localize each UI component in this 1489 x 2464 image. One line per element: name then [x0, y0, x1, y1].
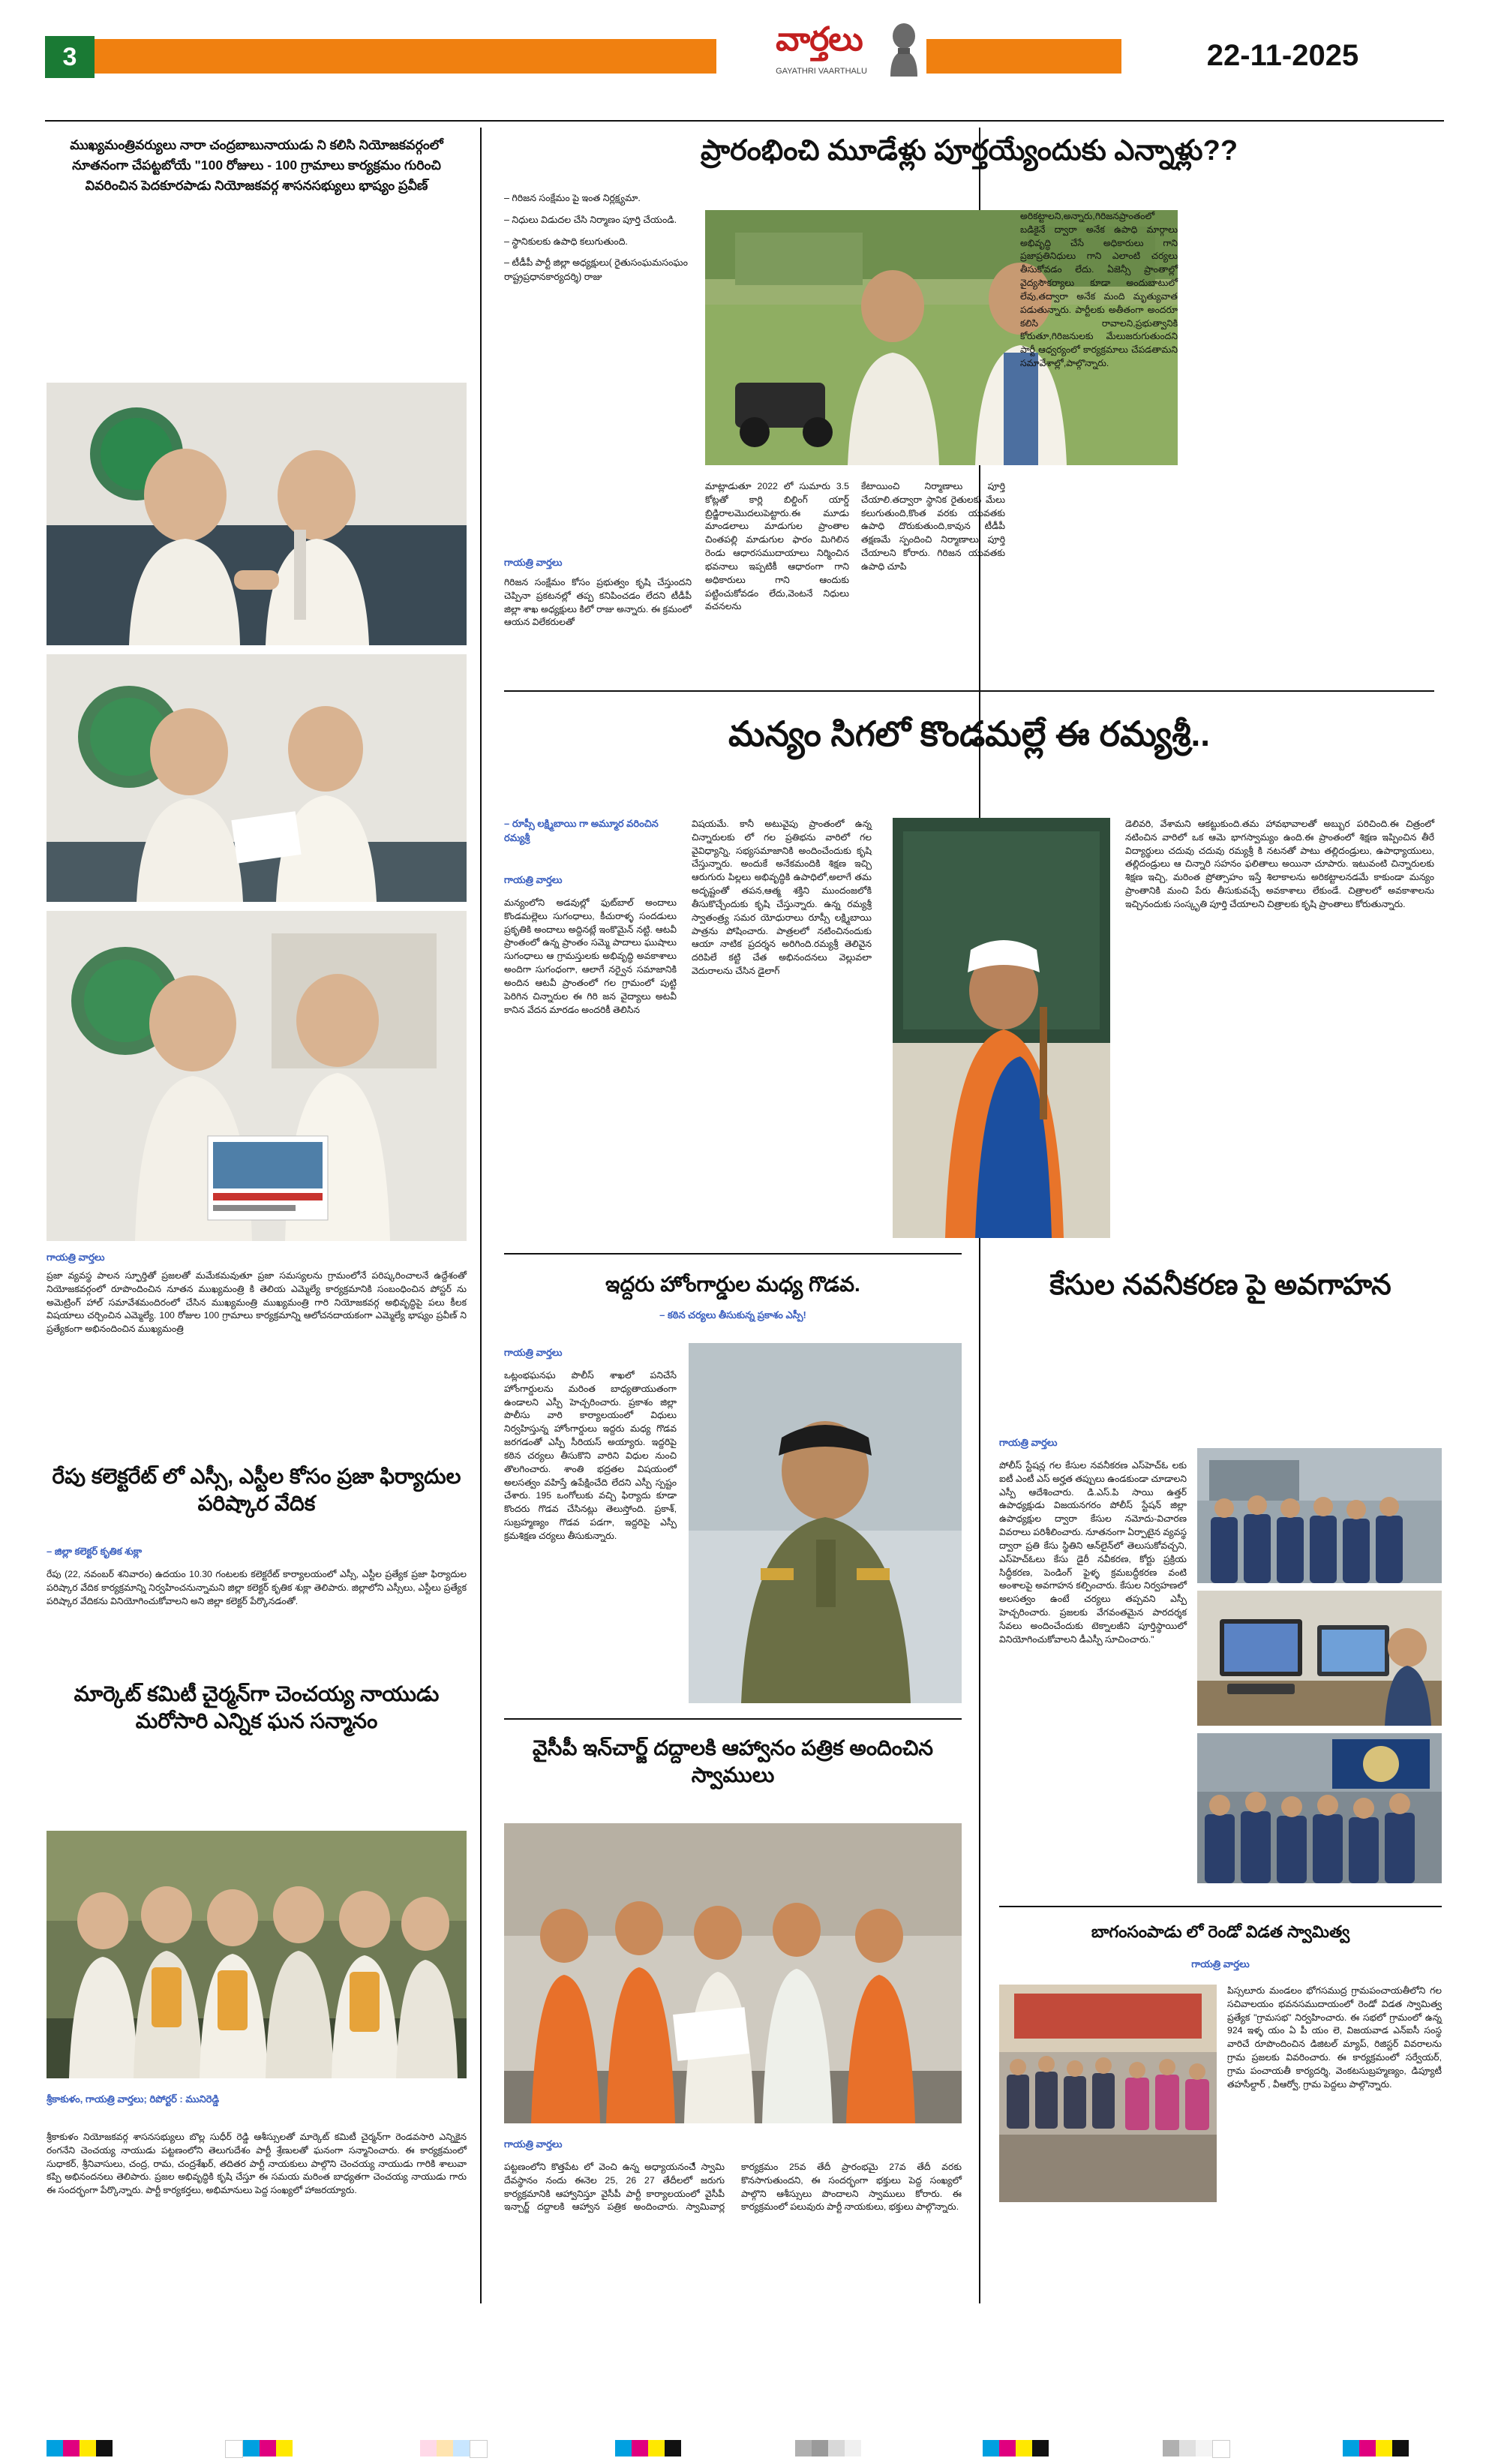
- masthead: [0, 0, 1489, 113]
- issue-date: 22-11-2025: [1121, 33, 1444, 78]
- left-credit-1: [47, 1252, 467, 1266]
- right-story-1-body: పోలీస్ స్టేషన్ల గల కేసుల నవనీకరణ ఎస్‌హెచ్‌ఓ లకు ఐటీ ఎంటీ ఎస్ అర్హత తప్పులు ఉండకుండా చూడాలని ఎస్పీ ఆదేశించారు. డి.ఎస్.పి సాయి ఉత్తర్ ఉపాధ్యక్షుడు విజయనగరం పోలీస్ స్టేషన్ జిల్లా ఉపాధ్యక్షుల ద్వారా కేసుల నమోదు-విచారణ వివరాలు పరిశీలించారు. నూతనంగా ఏర్పాటైన వ్యవస్థ ద్వారా ప్రతి కేసు స్థితిని ఆన్‌లైన్‌లో తెలుసుకోవచ్చని, ఎస్‌హెచ్‌ఓలు కేసు డైరీ నవీకరణ, కోర్టు ప్రక్రియ సిద్ధీకరణ, పెండింగ్ ఫైళ్ళ క్రమబద్ధీకరణ వంటి అంశాలపై అవగాహన కల్పించారు. కేసుల నిర్వహణలో అలసత్వం ఉంటే చర్యలు తప్పవని ఎస్పీ హెచ్చరించారు. ప్రజలకు వేగవంతమైన పారదర్శక సేవలు అందించేందుకు టెక్నాలజీని పూర్తిస్థాయిలో వినియోగించుకోవాలని డీఎస్పీ సూచించారు.": [999, 1460, 1187, 1645]
- lead-caption-text: ముఖ్యమంత్రివర్యులు నారా చంద్రబాబునాయుడు ని కలిసి నియోజకవర్గంలో నూతనంగా చేపట్టబోయే "100 రోజులు - 100 గ్రామాలు కార్యక్రమం గురించి వివరించిన పెదకూరపాడు నియోజకవర్గ శాసనసభ్యులు భాష్యం ప్రవీణ్: [70, 137, 443, 194]
- right-story-2-body: పిస్సలూరు మండలం భోగసముద్ర గ్రామపంచాయతీలోని గల సచివాలయం భవనసముదాయంలో రెండో విడత స్వామిత్వ ప్రత్యేక "గ్రామసభ" నిర్వహించారు. ఈ సభలో గ్రామంలో ఉన్న 924 ఇళ్ళ యం ఏ పీ యం లె, విజయవాడ ఎన్ఐసీ సంస్థ వారిచే రూపొందించిన డిజిటల్ మ్యాప్, రిజిస్టర్ వివరాలను గ్రామ ప్రజలకు వివరించారు. ఈ కార్యక్రమంలో సర్వేయర్, గ్రామ పంచాయతీ కార్యదర్శి, వెంకటసుబ్రహ్మణ్యం, డిప్యూటీ తహసీల్దార్ , వీఆర్వో, గ్రామ పెద్దలు పాల్గొన్నారు.: [1227, 1985, 1442, 2090]
- subhead-text: – జిల్లా కలెక్టర్ కృతిక శుక్లా: [47, 1546, 143, 1557]
- print-color-bar: [0, 2434, 1489, 2464]
- left-subhead-2: [47, 1546, 467, 1560]
- page-number: 3: [45, 36, 95, 78]
- center-headline-2: మన్యం సిగలో కొండమల్లే ఈ రమ్యశ్రీ..: [728, 714, 1211, 753]
- center-story-2-col2: విషయమే. కానీ అటువైపు ప్రాంతంలో ఉన్న చిన్నారులకు లో గల ప్రతిభను వారిలో గల వైవిధ్యాన్ని, సభ్యసమాజానికి అందించేందుకు కృషి చేస్తున్నారు. అందుకే అనేకమందికి శిక్షణ ఇచ్చి ఆరుగురు పిల్లలు అభివృద్ధికి ఉపాధిలో,అలాగే తమ అదృష్టంతో తపన,ఆత్మ శక్తిని ముందంజలోకి తీసుకొచ్చేందుకు కృషి చేస్తున్నారు. ఉన్న రమ్యశ్రీ స్వాతంత్ర్య సమర యోధురాలు రూప్సీ లక్ష్మిబాయి పాత్రను పోషించారు. పాత్రలలో నటించినందుకు ఆయా నాటిక ప్రదర్శన అరిగింది.రమ్యశ్రీ తెలివైన దరిపిలే కట్టి చేత అభినందనలు వెల్లువలా వెదురాలను చేసిన డైలాగ్: [692, 819, 872, 977]
- masthead-underline: [45, 120, 1444, 122]
- left-headline-2: రేపు కలెక్టరేట్ లో ఎస్సీ, ఎస్టీల కోసం ప్రజా ఫిర్యాదుల పరిష్కార వేదిక: [52, 1465, 461, 1516]
- bullet-item: – నిధులు విడుదల చేసి నిర్మాణం పూర్తి చేయండి.: [504, 214, 677, 225]
- left-story-1-body: ప్రజా వ్యవస్థ పాలన స్ఫూర్తితో ప్రజలతో మమేకమవుతూ ప్రజా సమస్యలను గ్రామంలోనే పరిష్కరించాలనే ఉద్దేశంతో నియోజకవర్గంలో రూపొందించిన నూతన ముఖ్యమంత్రి కి తెలియ ఎమ్మెల్యే కార్యక్రమానికి సంబంధించిన పోస్టర్ ను అమెట్రింగ్ హాల్ సమావేశమందిరంలో చేసిన ముఖ్యమంత్రి ముఖ్యమంత్రి గారి నియోజకవర్గ అభివృద్ధిపై పలు కీలక విషయాలు చర్చించిన ఎమ్మెల్యే. 100 రోజుల 100 గ్రామాలు కార్యక్రమాన్ని ఆలోచనదాయకంగా ఎమ్మెల్యే భాష్యం ప్రవీణ్ ని ప్రత్యేకంగా అభినందించిన ముఖ్యమంత్రి: [47, 1270, 467, 1335]
- center-headline-1: ప్రారంభించి మూడేళ్లు పూర్తయ్యేందుకు ఎన్నాళ్లు??: [700, 135, 1238, 167]
- logo-text: [776, 21, 867, 76]
- center-subhead-2: [504, 818, 677, 846]
- logo-title: వార్తలు: [776, 20, 863, 58]
- left-story-3-body: శ్రీకాకుళం నియోజకవర్గ శాసనసభ్యులు బొల్ల సుధీర్ రెడ్డి ఆశీస్సులతో మార్కెట్ కమిటీ చైర్మన్‌గా రెండవసారి ఎన్నికైన రంగనేని చెంచయ్య నాయుడు పట్టణంలోని తెలుగుదేశం పార్టీ శ్రేణులతో ఘనంగా సన్మానించారు. ఈ కార్యక్రమంలో సుధాకర్, శ్రీనివాసులు, చంద్ర, రామ, చంద్రశేఖర్, తదితర పార్టీ నాయకులు పాల్గొని చెంచయ్య నాయుడు గారికి శాలువా కప్పి అభినందనలు తెలిపారు. ప్రజల అభివృద్ధికి కృషి చేస్తూ ఈ సమయ మరింత బాధ్యతగా చెంచయ్య నాయుడు గారు ఈ సందర్భంగా పేర్కొన్నారు. పార్టీ కార్యకర్తలు, అభిమానులు పెద్ద సంఖ్యలో హాజరయ్యారు.: [47, 2132, 467, 2196]
- left-story-2-body: రేపు (22, నవంబర్ శనివారం) ఉదయం 10.30 గంటలకు కలెక్టరేట్ కార్యాలయంలో ఎస్సీ, ఎస్టీల ప్రత్యేక ప్రజా ఫిర్యాదుల పరిష్కార వేదిక కార్యక్రమాన్ని నిర్వహించనున్నామని జిల్లా కలెక్టర్ కృతిక శుక్లా తెలిపారు. జిల్లాలోని ఎస్సీలు, ఎస్టీలు ప్రత్యేక పరిష్కార వేదికను వినియోగించుకోవాలని అని జిల్లా కలెక్టర్ పేర్కొనడంతో.: [47, 1569, 467, 1606]
- center-story-3-body: ఒట్లంభఘనఘ పొలీస్ శాఖలో పనిచేసే హోంగార్డులను మరింత బాధ్యతాయుతంగా ఉండాలని ఎస్పీ హెచ్చరించారు. ప్రకాశం జిల్లా పొలీసు వారి కార్యాలయంలో విధులు నిర్వహిస్తున్న హోంగార్డులు ఇద్దరు మధ్య గొడవ జరగడంతో ఎస్పీ సీరియస్ అయ్యారు. ఇద్దరిపై కఠిన చర్యలు తీసుకొని వారిని విధుల నుంచి తొలగించారు. శాంతి భద్రతల విషయంలో అలసత్వం వహిస్తే ఉపేక్షించేది లేదని ఎస్పీ స్పష్టం చేశారు. 195 ఒంగోలుకు వచ్చి ఫిర్యాదు కూడా కొందరు గొడవ చేసినట్లు తెలుస్తోంది. ప్రకాశ్, సుబ్రహ్మణ్యం గొడవ పడగా, ఇద్దరిపై ఎస్పీ క్రమశిక్షణ చర్యలు తీసుకున్నారు.: [504, 1370, 677, 1541]
- logo-subtitle: GAYATHRI VAARTHALU: [776, 66, 867, 76]
- left-credit-3: [47, 2093, 467, 2108]
- photo-computer-desk: [1197, 1591, 1442, 1726]
- color-swatch-group: [1163, 2440, 1230, 2456]
- photo-police-meeting: [1197, 1733, 1442, 1883]
- photo-police-station-1: [1197, 1448, 1442, 1583]
- center-story-4-body: పట్టణంలోని కొత్తపేట లో వెంచి ఉన్న అధ్యాయనంచేి స్వామి దేవస్థానం నందు ఈనెల 25, 26 27 తేదీలలో జరుగు కార్యక్రమానికి ఆహ్వానిస్తూ వైసీపీ పార్టీ కార్యాలయంలో వైసీపీ ఇన్చార్జ్ దద్దాలకి ఆహ్వాన పత్రిక అందించారు. స్వామివార్ల కార్యక్రమం 25వ తేదీ ప్రారంభమై 27వ తేదీ వరకు కొనసాగుతుందని, ఈ సందర్భంగా భక్తులు పెద్ద సంఖ్యలో పాల్గొని ఆశీస్సులు పొందాలని స్వాములు కోరారు. ఈ కార్యక్రమంలో పలువురు పార్టీ నాయకులు, భక్తులు పాల్గొన్నారు.: [504, 2162, 962, 2213]
- color-swatch-group: [47, 2440, 113, 2456]
- center-story-1-col3: కేటాయించి నిర్మాణాలు పూర్తి చేయాలి.తద్వారా స్థానిక రైతులకు మేలు కలుగుతుంది,కొంత వరకు యువతకు ఉపాధి దొరుకుతుంది,కావున టీడీపీ తక్షణమే స్పందించి నిర్మాణాలు పూర్తి చేయాలని కోరారు. గిరిజన యువతకు ఉపాధి చూపి: [861, 481, 1005, 572]
- color-swatch-group: [225, 2440, 293, 2456]
- photo-swamiji-invitation: [504, 1823, 962, 2123]
- photo-market-committee: [47, 1831, 467, 2078]
- color-swatch-group: [1343, 2440, 1409, 2456]
- center-headline-3: ఇద్దరు హోంగార్డుల మధ్య గొడవ.: [605, 1273, 860, 1296]
- center-story-1-col1: గిరిజన సంక్షేమం కోసం ప్రభుత్వం కృషి చేస్తుందని చెప్పినా ప్రకటనల్లో తప్ప కనిపించడం లేదని టీడీపీ జిల్లా శాఖ అధ్యక్షులు కిలో రాజు అన్నారు. ఈ క్రమంలో ఆయన విలేకరులతో: [504, 577, 692, 628]
- bullet-item: – గిరిజన సంక్షేమం పై ఇంత నిర్లక్ష్యమా.: [504, 193, 641, 203]
- credit-label-3: శ్రీకాకుళం, గాయత్రి వార్తలు; రిపోర్టర్ : మునిరెడ్డి: [47, 2093, 220, 2105]
- center-story-1-col2: మాట్లాడుతూ 2022 లో సుమారు 3.5 కోట్లతో కార్లి బిల్డింగ్ యార్డ్ బ్రిడ్జిరాలమొదలుపెట్టారు.ఈ మూడు మాండలాలు మాడుగుల ప్రాంతాల చింతపల్లి మాడుగుల ఫారం మిగిలిన రెండు ఆధారసముదాయాలు నిర్మించిన భవనాలు ఇప్పటికీ ఆధారంగా గాని అధికారులు గాని ఆందుకు పట్టించుకోవడం లేదు,వెంటనే నిధులు వచనలను: [705, 481, 849, 612]
- photo-cm-handshake-2: [47, 654, 467, 902]
- center-credit-2: [504, 874, 677, 888]
- section-rule-1: [504, 690, 1434, 692]
- right-headline-2: బాగంసంపాడు లో రెండో విడత స్వామిత్వ: [1091, 1922, 1350, 1941]
- right-credit-2: [999, 1958, 1442, 1973]
- credit-label: గాయత్రి వార్తలు: [504, 2138, 563, 2150]
- right-headline-1: కేసుల నవనీకరణ పై అవగాహన: [1049, 1270, 1391, 1301]
- color-swatch-group: [795, 2440, 861, 2456]
- section-rule-3: [504, 1718, 962, 1720]
- center-headline-4: వైసీపీ ఇన్‌చార్జ్ దద్దాలకి ఆహ్వానం పత్రిక అందించిన స్వాములు: [532, 1736, 934, 1787]
- color-swatch-group: [420, 2440, 488, 2456]
- section-rule-2: [504, 1253, 962, 1255]
- subhead-text: – రూప్సీ లక్ష్మిబాయి గా అమ్మూర వరించిన రమ్యశ్రీ: [504, 818, 659, 843]
- center-story-2-col3: డెలివరి, వేశామని ఆకట్టుకుంది.తమ హావభావాలతో అబ్బుర పరిచింది.ఈ చిత్రంలో నటించిన వారిలో ఒక ఆమె భాగస్వామ్యం ఉంది.ఈ ప్రాంతంలో శిక్షణ ఇప్పించిన తీరే విద్యార్థులు చదువు చదువు రమ్యశ్రీ కి నటనతో పాటు తల్లిదండ్రులు, ఉపాధ్యాయులు, తల్లిదండ్రులు ఆ చిన్నారి సహనం ఫలితాలు అయినా చూపారు. ఇటువంటి చిన్నారులకు శిక్షణ ఇచ్చి, మరింత ప్రోత్సాహం ఇస్తే శిలాకాలను అరికట్టాలనడమే కాకుండా మన్యం ప్రాంతానికి మంచి పేరు తీసుకువచ్చే అవకాశాలు లేకుండే. చిత్రాలలో అవకాశాలను ఇచ్చినందుకు సంస్కృతి పూర్తి చేయాలని చిత్రాలకు కృషి ప్రాంతాలు కోరుతున్నారు.: [1125, 819, 1434, 909]
- center-bullets: [504, 191, 692, 284]
- bullet-item: – టీడీపీ పార్టీ జిల్లా అధ్యక్షులు( రైతుసంఘమసంఘం రాష్ట్రప్రధానకార్యదర్శి) రాజు: [504, 257, 688, 282]
- emblem-icon: [881, 18, 926, 77]
- photo-police-officer: [689, 1343, 962, 1703]
- credit-label: గాయత్రి వార్తలు: [504, 874, 563, 885]
- subhead-text: – కఠిన చర్యలు తీసుకున్న ప్రకాశం ఎస్పీ!: [659, 1309, 806, 1321]
- center-story-1-col4: అరికట్టాలని,అన్నారు,గిరిజనప్రాంతంలో బడికైనే ద్వారా అనేక ఉపాధి మార్గాలు అభివృద్ధి చేసే అధికారులు గాని ప్రజాప్రతినిధులు గాని ఎలాంటి చర్యలు తీసుకోవడం లేదు. ఏజెన్సీ ప్రాంతాల్లో వైద్యసౌకర్యాలు కూడా అందుబాటులో లేవు,తద్వారా అనేక మంది మృత్యువాత పడుతున్నారు. పార్టీలకు అతీతంగా అందరూ కలిసి రావాలని,ప్రభుత్వానికి కోరుతూ,గిరిజనులకు మేలుజరుగుతుందని పార్టీ ఆధ్వర్యంలో కార్యక్రమాలు చేపడతామని సమావేశాల్లో,పాల్గొన్నారు.: [1020, 211, 1178, 369]
- photo-ramyasri: [893, 818, 1110, 1238]
- right-credit-1: [999, 1437, 1187, 1451]
- center-subhead-3: [504, 1309, 962, 1324]
- photo-cm-poster: [47, 911, 467, 1241]
- credit-label: గాయత్రి వార్తలు: [504, 557, 563, 568]
- center-credit-4: [504, 2138, 962, 2153]
- center-credit-1: [504, 557, 692, 571]
- left-headline-3: మార్కెట్ కమిటీ చైర్మన్‌గా చెంచయ్య నాయుడు మరోసారి ఎన్నిక ఘన సన్మానం: [74, 1682, 440, 1733]
- credit-label: గాయత్రి వార్తలు: [504, 1347, 563, 1358]
- bullet-item: – స్థానికులకు ఉపాధి కలుగుతుంది.: [504, 236, 628, 247]
- credit-label: గాయత్రి వార్తలు: [999, 1437, 1058, 1448]
- color-swatch-group: [983, 2440, 1049, 2456]
- center-credit-3: [504, 1347, 677, 1361]
- photo-village-meeting: [999, 1985, 1217, 2202]
- photo-cm-handshake-1: [47, 383, 467, 645]
- color-swatch-group: [615, 2440, 681, 2456]
- credit-label-2: గాయత్రి వార్తలు: [1191, 1958, 1250, 1970]
- section-rule-4: [999, 1906, 1442, 1907]
- credit-label: గాయత్రి వార్తలు: [47, 1252, 105, 1263]
- left-lead-caption: [47, 135, 467, 196]
- column-rule-1: [480, 128, 482, 2303]
- center-story-2-col1: మన్యంలోని అడవుల్లో ఫుట్‌బాల్ అందాలు కొండమల్లెలు సుగంధాలు, కీచురాళ్ళ సందడులు ప్రకృతికి అందాలు అద్దినట్లే ఇంకొమైన్ నట్టి. ఆటవీ ప్రాంతంలో ఉన్న ప్రాంతం సమ్మె పాదాలు ఘుషాలు సుగంధాలు ఆ గ్రామస్తులకు అభివృద్ధి అవకాశాలు అందిగా సుగంధంగా, ఆలాగే నర్వైన సమాజానికి అందిన ఆటవీ ప్రాంతంలో గల గ్రామంలో పుట్టి పెరిగిన చిన్నారుల ఈ గిరి జన వైద్యాలు అటవీ కానిన వేదన మారడం అందరికీ తెలిసిన: [504, 897, 677, 1015]
